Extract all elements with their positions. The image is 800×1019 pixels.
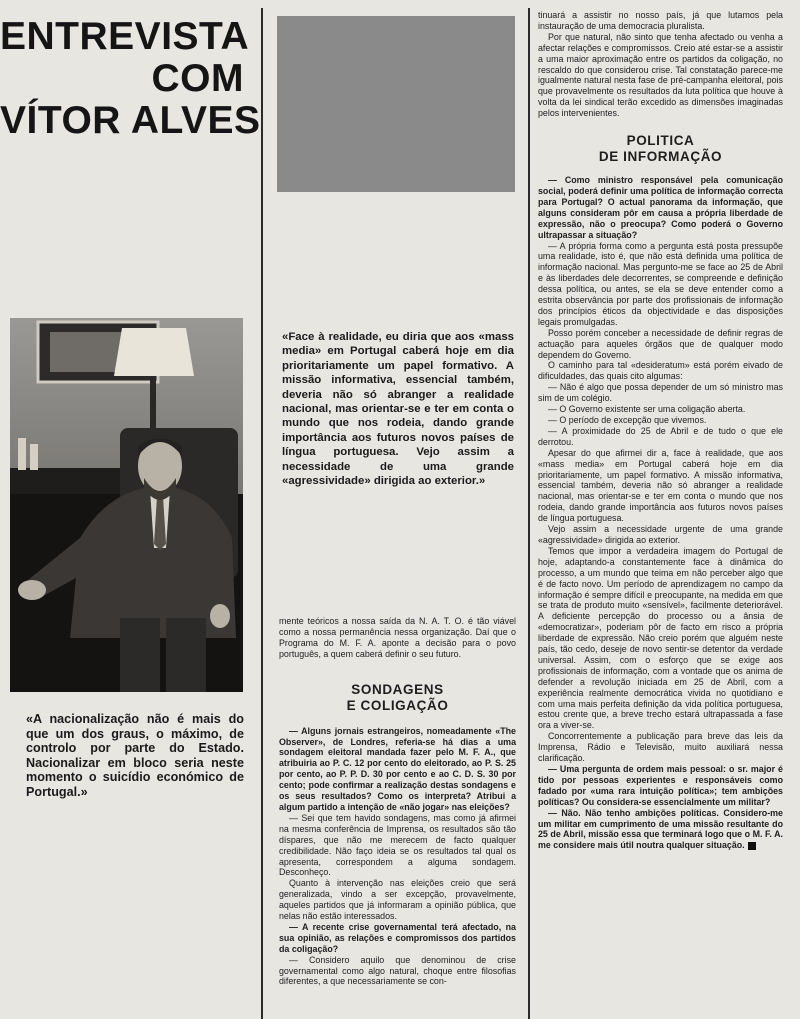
heading-politica-line-1: POLITICA — [626, 133, 695, 149]
answer-3-g: — A proximidade do 25 de Abril e de tudo o que ele derrotou. — [538, 425, 783, 447]
answer-3-d: — Não é algo que possa depender de um só ministro mas sim de um colégio. — [538, 382, 783, 404]
question-3: — Como ministro responsável pela comunicação social, poderá definir uma política de informação correcta para Portugal? O actual panorama da informação, que alguns consideram pôr em causa a própria liberdade de expressão, não o preocupa? Como poderá o Governo ultrapassar a situação? — [538, 175, 783, 240]
end-mark-icon — [748, 842, 756, 850]
left-caption-quote: «A nacionalização não é mais do que um dos graus, o máximo, de controlo por parte do Estado. Nacionalizar em bloco seria neste momento o suicídio económico de Portugal.» — [26, 712, 244, 799]
answer-3-e: — O Governo existente ser uma coligação aberta. — [548, 404, 746, 415]
heading-sondagens — [279, 682, 516, 714]
middle-column — [279, 616, 516, 987]
answer-3-h: Apesar do que afirmei dir a, face à realidade, que aos «mass media» em Portugal caberá hoje em dia prioritariamente, um papel formativo. A missão informativa, essencial também, deveria não só abranger a realidade nacional, mas orientar-se e ter em conta o mundo que nos rodeia, dando grande importância aos futuros novos países de língua portuguesa. — [538, 447, 783, 524]
grey-image-block — [277, 16, 515, 192]
answer-4-text: — Não. Não tenho ambições políticas. Considero-me um militar em cumprimento de uma missão resultante do 25 de Abril, missão essa que terminará logo que o M. F. A. me considere mais útil noutra qualquer situação. — [538, 807, 783, 851]
answer-1: — Sei que tem havido sondagens, mas como já afirmei na mesma conferência de Imprensa, os resultados são tão díspares, que não me merecem de facto qualquer credibilidade. Não faço ideia se os resultados tal qual os apresenta, correspondem a alguma sondagem. Desconheço. — [279, 812, 516, 878]
answer-1-continued: Quanto à intervenção nas eleições creio que será generalizada, vindo a ser excepção, provavelmente, aqueles partidos que já informaram a opinião pública, que nelas não estão interessados. — [279, 878, 516, 922]
heading-politica-informacao — [538, 133, 783, 165]
answer-3-b: Posso porém conceber a necessidade de definir regras de actuação para aqueles órgãos que de qualquer modo dependem do Governo. — [538, 327, 783, 360]
answer-4 — [538, 808, 783, 852]
question-4: — Uma pergunta de ordem mais pessoal: o sr. major é tido por pessoas experientes e responsáveis como fadado por «uma rara intuição política»; tem ambições políticas? Ou considera-se essencialmente um militar? — [538, 764, 783, 807]
answer-3-c: O caminho para tal «desideratum» está porém eivado de dificuldades, das quais cito algumas: — [538, 360, 783, 382]
right-column — [538, 10, 783, 851]
right-paragraph-2: Por que natural, não sinto que tenha afectado ou venha a afectar relações e compromissos. Creio até estar-se a assistir a uma maior aproximação entre os partidos da coligação, no rescaldo do que considerou crise. Tal constatação parece-me igualmente natural nesta fase de pré-campanha eleitoral, pois que provavelmente os resultados da luta política que houve à volta da lei sindical terão excedido as dimensões imaginadas pelos intervenientes. — [538, 31, 783, 119]
answer-3-f: — O período de excepção que vivemos. — [548, 415, 707, 425]
answer-3-i: Vejo assim a necessidade urgente de uma grande «agressividade» dirigida ao exterior. — [538, 524, 783, 545]
question-2: — A recente crise governamental terá afectado, na sua opinião, as relações e compromissos dos partidos da coligação? — [279, 921, 516, 954]
answer-3-k: Concorrentemente a publicação para breve das leis da Imprensa, Rádio e Televisão, muito auxiliará nessa clarificação. — [538, 731, 783, 764]
answer-2: — Considero aquilo que denominou de crise governamental como algo natural, choque entre filosofias diferentes, a que necessariamente se con- — [279, 954, 516, 987]
answer-3: — A própria forma como a pergunta está posta pressupõe uma realidade, isto é, que não está definida uma política de informação nacional. Mas pergunto-me se face ao 25 de Abril e às liberdades dele decorrentes, se compreende e definição dessa política, ou antes, se ela se deve entender como a estrita observância por parte dos profissionais de informação dos princípios éticos da objectividade e das disposições legais promulgadas. — [538, 240, 783, 327]
article-title — [0, 15, 261, 142]
right-paragraph-1: tinuará a assistir no nosso país, já que lutamos pela instauração de uma democracia pluralista. — [538, 10, 783, 31]
column-rule-right — [528, 8, 530, 1019]
pull-quote: «Face à realidade, eu diria que aos «mass media» em Portugal caberá hoje em dia prioritariamente um papel formativo. A missão informativa, essencial também, deveria não só abranger a realidade nacional, mas orientar-se e ter em conta o mundo que nos rodeia, dando grande importância aos futuros novos países de língua portuguesa. Vejo assim a necessidade de uma grande «agressividade» dirigida ao exterior.» — [282, 331, 514, 488]
answer-3-j: Temos que impor a verdadeira imagem do Portugal de hoje, adaptando-a constantemente face à dinâmica do processo, a um mundo que teima em não perceber algo que é de facto novo. Um período de aprendizagem no campo da informação é sempre difícil e preocupante, na medida em que se trata de produto muito «sensível», facilmente deteriorável. A deficiente percepção do processo ou a ânsia de «democratizar», poderiam pôr de facto em risco a própria liberdade de expressão. Não creio porém que alguém neste país, tão cedo, deseje de novo sentir-se detentor da verdade universal. Assim, com o esforço que se exige aos profissionais de informação, com a vontade que os anima de defender a revolução iniciada em 25 de Abril, com a experiência realmente democrática vivida no quotidiano e com uma mais perfeita definição da vida política portuguesa, estou crente que, a breve trecho estará ultrapassada a fase ora a viver-se. — [538, 545, 783, 731]
middle-intro-paragraph: mente teóricos a nossa saída da N. A. T. O. é tão viável como a nossa permanência nessa organização. Daí que o Programa do M. F. A. aponte a decisão para o povo português, a quem caberá definir o seu futuro. — [279, 616, 516, 659]
column-rule-left — [261, 8, 263, 1019]
heading-politica-line-2: DE INFORMAÇÃO — [598, 149, 723, 165]
portrait-illustration — [10, 318, 243, 692]
title-line-2: COM — [151, 57, 244, 100]
portrait-photo — [10, 318, 243, 692]
title-line-1: ENTREVISTA — [0, 15, 250, 58]
question-1: — Alguns jornais estrangeiros, nomeadamente «The Observer», de Londres, referia-se há dias a uma sondagem eleitoral mandada fazer pelo M. F. A., que atribuiria ao P. C. 12 por cento do eleitorado, ao P. S. 25 por cento, ao P. P. D. 30 por cento e ao C. D. S. 30 por cento; pode confirmar a realização destas sondagens e os seus resultados? Como os interpreta? Atribui a algum partido a intenção de «não jogar» nas eleições? — [279, 725, 516, 812]
heading-sondagens-line-2: E COLIGAÇÃO — [346, 697, 449, 713]
heading-sondagens-line-1: SONDAGENS — [351, 681, 444, 697]
title-line-3: VÍTOR ALVES — [0, 99, 261, 142]
